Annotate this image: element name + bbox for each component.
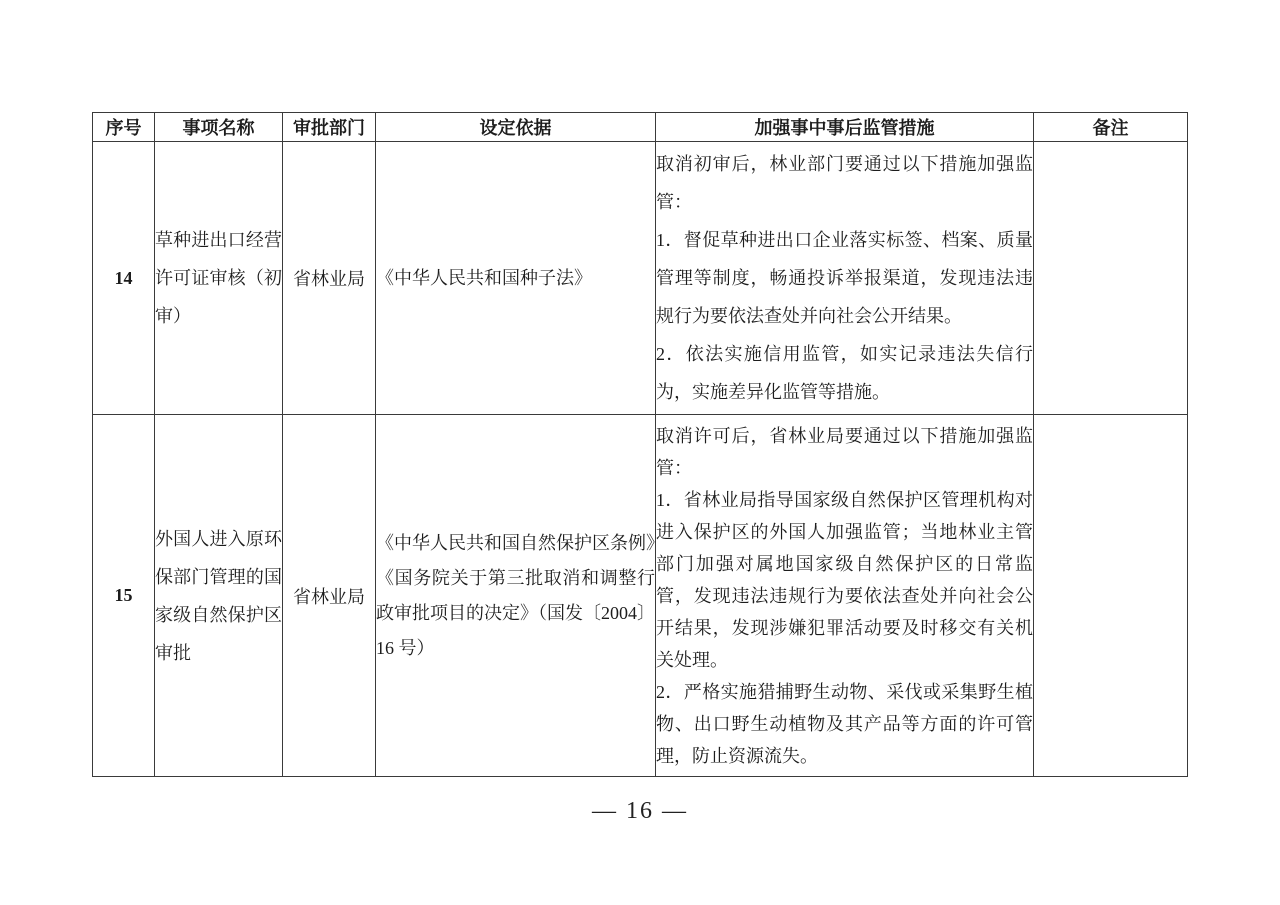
cell-serial-number: 14 [93, 142, 155, 415]
measures-item: 1．督促草种进出口企业落实标签、档案、质量管理等制度，畅通投诉举报渠道，发现违法违规行为要依法查处并向社会公开结果。 [656, 230, 1033, 326]
cell-measures [656, 415, 1034, 777]
basis-ref: 《中华人民共和国自然保护区条例》 [376, 532, 664, 553]
col-header-basis: 设定依据 [376, 113, 656, 142]
cell-remark [1034, 142, 1188, 415]
measures-intro: 取消初审后，林业部门要通过以下措施加强监管： [656, 154, 1033, 212]
col-header-index: 序号 [93, 113, 155, 142]
cell-basis [376, 415, 664, 777]
measures-item: 2．依法实施信用监管，如实记录违法失信行为，实施差异化监管等措施。 [656, 344, 1033, 402]
cell-remark [1034, 415, 1188, 777]
col-header-remark: 备注 [1034, 113, 1188, 142]
measures-item: 1．省林业局指导国家级自然保护区管理机构对进入保护区的外国人加强监管；当地林业主管部门加强对属地国家级自然保护区的日常监管，发现违法违规行为要依法查处并向社会公开结果，发现涉嫌犯罪活动要及时移交有关机关处理。 [656, 489, 1033, 670]
table-header-row [93, 113, 1188, 142]
basis-ref: 《中华人民共和国种子法》 [376, 268, 592, 288]
table-row [93, 142, 1188, 415]
cell-serial-number: 15 [93, 415, 155, 777]
cell-item-name: 外国人进入原环保部门管理的国家级自然保护区审批 [155, 415, 283, 777]
col-header-department: 审批部门 [283, 113, 376, 142]
measures-intro: 取消许可后，省林业局要通过以下措施加强监管： [656, 425, 1033, 478]
cell-measures [656, 142, 1034, 415]
regulation-table [92, 112, 1188, 777]
cell-department: 省林业局 [283, 142, 376, 415]
cell-department: 省林业局 [283, 415, 376, 777]
basis-ref: 《国务院关于第三批取消和调整行政审批项目的决定》（国发〔2004〕16 号） [376, 567, 655, 658]
table-row [93, 415, 1188, 777]
cell-basis [376, 142, 656, 415]
col-header-measures: 加强事中事后监管措施 [656, 113, 1034, 142]
page-number: — 16 — [592, 798, 688, 824]
col-header-item-name: 事项名称 [155, 113, 283, 142]
measures-item: 2．严格实施猎捕野生动物、采伐或采集野生植物、出口野生动植物及其产品等方面的许可管理，防止资源流失。 [656, 681, 1033, 766]
cell-item-name: 草种进出口经营许可证审核（初审） [155, 142, 283, 415]
